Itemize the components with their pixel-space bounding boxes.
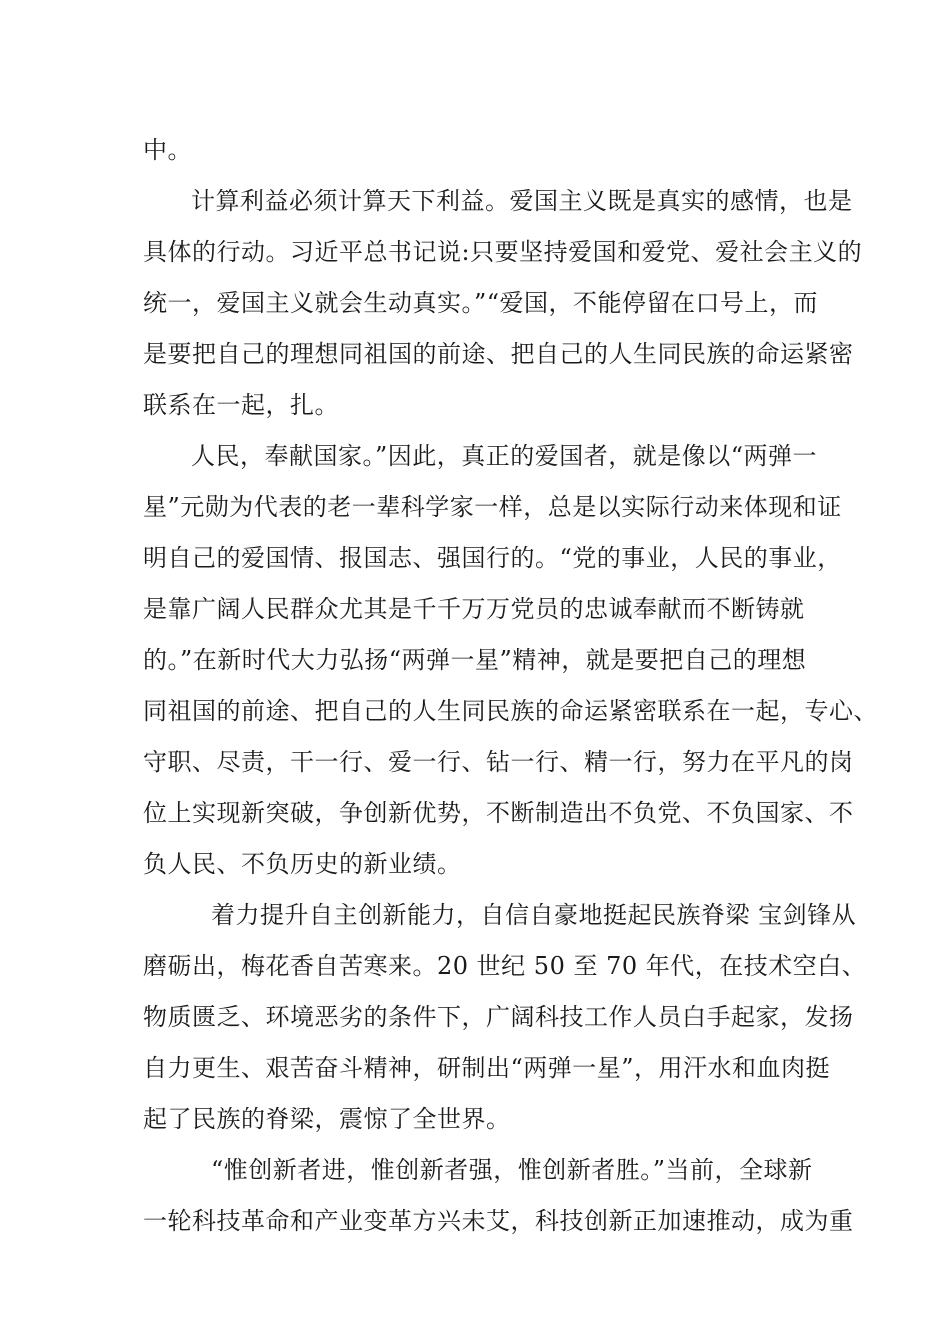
- text-line: 自力更生、艰苦奋斗精神，研制出“两弹一星”，用汗水和血肉挺: [143, 1054, 831, 1082]
- text-line: 负人民、不负历史的新业绩。: [143, 850, 462, 878]
- text-line: 星”元勋为代表的老一辈科学家一样，总是以实际行动来体现和证: [143, 493, 842, 521]
- text-line: 联系在一起，扎。: [143, 391, 339, 419]
- text-line: 的。”在新时代大力弘扬“两弹一星”精神，就是要把自己的理想: [143, 646, 807, 674]
- text-line: 同祖国的前途、把自己的人生同民族的命运紧密联系在一起，专心、: [143, 697, 878, 725]
- text-line: 统一，爱国主义就会生动真实。”“爱国，不能停留在口号上，而: [143, 289, 819, 317]
- text-line: 物质匮乏、环境恶劣的条件下，广阔科技工作人员白手起家，发扬: [143, 1003, 854, 1031]
- text-line: 计算利益必须计算天下利益。爱国主义既是真实的感情，也是: [191, 187, 853, 215]
- text-line: 是靠广阔人民群众尤其是千千万万党员的忠诚奉献而不断铸就: [143, 595, 805, 623]
- text-line: 具体的行动。习近平总书记说:只要坚持爱国和爱党、爱社会主义的: [143, 238, 863, 266]
- text-line: 是要把自己的理想同祖国的前途、把自己的人生同民族的命运紧密: [143, 340, 854, 368]
- text-line: 磨砺出，梅花香自苦寒来。20 世纪 50 至 70 年代，在技术空白、: [143, 952, 867, 980]
- text-line: 守职、尽责，干一行、爱一行、钻一行、精一行，努力在平凡的岗: [143, 748, 854, 776]
- text-line: 人民，奉献国家。”因此，真正的爱国者，就是像以“两弹一: [191, 442, 818, 470]
- text-line: 起了民族的脊梁，震惊了全世界。: [143, 1105, 511, 1133]
- text-line: 中。: [143, 136, 192, 164]
- text-line: 位上实现新突破，争创新优势，不断制造出不负党、不负国家、不: [143, 799, 854, 827]
- text-line: 着力提升自主创新能力，自信自豪地挺起民族脊梁 宝剑锋从: [211, 901, 857, 929]
- text-line: “惟创新者进，惟创新者强，惟创新者胜。”当前，全球新: [211, 1156, 813, 1184]
- text-line: 一轮科技革命和产业变革方兴未艾，科技创新正加速推动，成为重: [143, 1207, 854, 1235]
- text-line: 明自己的爱国情、报国志、强国行的。“党的事业，人民的事业，: [143, 544, 842, 572]
